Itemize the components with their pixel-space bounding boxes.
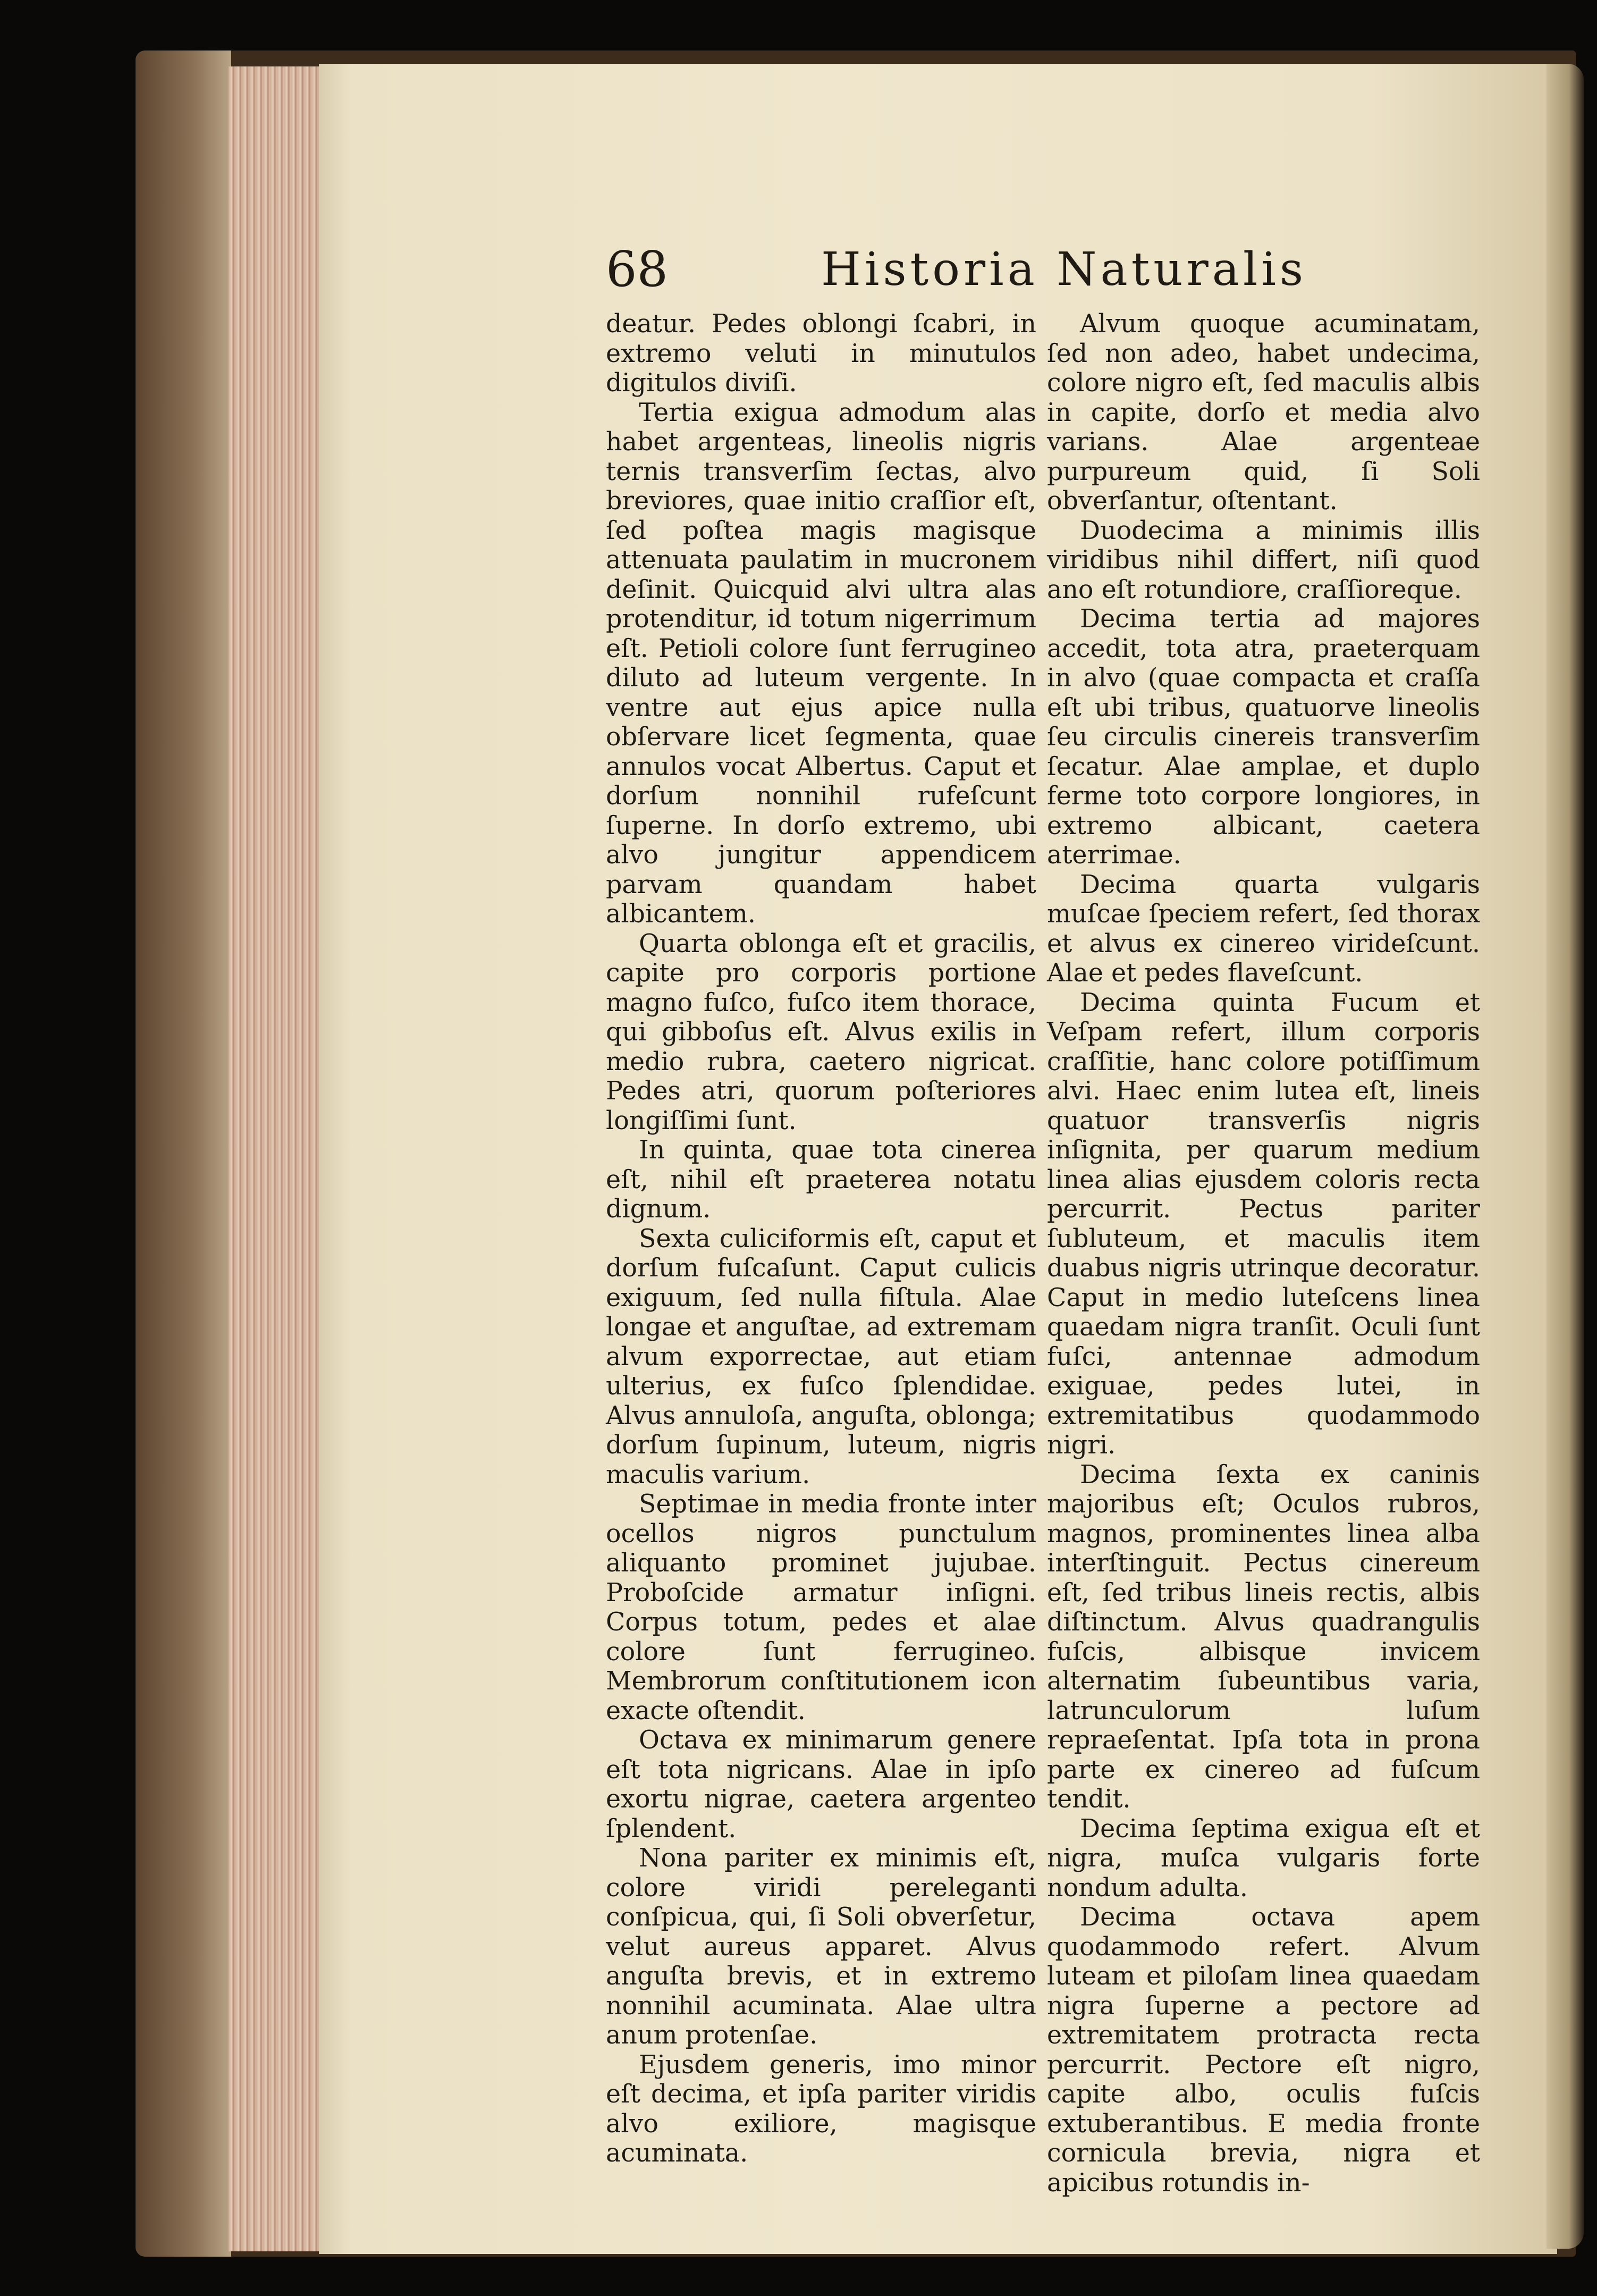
page-edges [229, 66, 327, 2251]
paragraph: Alvum quoque acuminatam, ſed non adeo, habet undecima, colore nigro eſt, ſed maculis albis in capite, dorſo et media alvo varians. Alae argenteae purpureum quid, ſi Soli obverſantur, oſtentant. [1047, 309, 1480, 516]
page-number: 68 [606, 241, 669, 298]
page-header [606, 240, 1581, 299]
running-title: Historia Naturalis [821, 243, 1307, 296]
paragraph: Sexta culiciformis eſt, caput et dorſum fuſcaſunt. Caput culicis exiguum, ſed nulla fiſtula. Alae longae et anguſtae, ad extremam alvum exporrectae, aut etiam ulterius, ex fuſco ſplendidae. Alvus annuloſa, anguſta, oblonga; dorſum ſupinum, luteum, nigris maculis varium. [606, 1224, 1036, 1490]
paragraph: Duodecima a minimis illis viridibus nihil differt, niſi quod ano eſt rotundiore, craſſioreque. [1047, 516, 1480, 604]
book-spine-left [136, 51, 231, 2257]
right-column [1047, 309, 1480, 2198]
paragraph: Tertia exigua admodum alas habet argenteas, lineolis nigris ternis transverſim ſectas, alvo breviores, quae initio craſſior eſt, ſed poſtea magis magisque attenuata paulatim in mucronem deſinit. Quicquid alvi ultra alas protenditur, id totum nigerrimum eſt. Petioli colore ſunt ferrugineo diluto ad luteum vergente. In ventre aut ejus apice nulla obſervare licet ſegmenta, quae annulos vocat Albertus. Caput et dorſum nonnihil rufeſcunt ſuperne. In dorſo extremo, ubi alvo jungitur appendicem parvam quandam habet albicantem. [606, 398, 1036, 929]
paragraph: In quinta, quae tota cinerea eſt, nihil eſt praeterea notatu dignum. [606, 1136, 1036, 1224]
paragraph: Nona pariter ex minimis eſt, colore viridi pereleganti conſpicua, qui, ſi Soli obverſetur, velut aureus apparet. Alvus anguſta brevis, et in extremo nonnihil acuminata. Alae ultra anum protenſae. [606, 1844, 1036, 2050]
page-curl-right [1547, 64, 1584, 2249]
paragraph: Decima tertia ad majores accedit, tota atra, praeterquam in alvo (quae compacta et craſſa eſt ubi tribus, quatuorve lineolis ſeu circulis cinereis transverſim ſecatur. Alae amplae, et duplo ferme toto corpore longiores, in extremo albicant, caetera aterrimae. [1047, 604, 1480, 870]
paragraph: Decima quinta Fucum et Veſpam refert, illum corporis craſſitie, hanc colore potiſſimum alvi. Haec enim lutea eſt, lineis quatuor transverſis nigris inſignita, per quarum medium linea alias ejusdem coloris recta percurrit. Pectus pariter ſubluteum, et maculis item duabus nigris utrinque decoratur. Caput in medio luteſcens linea quaedam nigra tranſit. Oculi ſunt fuſci, antennae admodum exiguae, pedes lutei, in extremitatibus quodammodo nigri. [1047, 988, 1480, 1460]
paragraph: Ejusdem generis, imo minor eſt decima, et ipſa pariter viridis alvo exiliore, magisque acuminata. [606, 2050, 1036, 2168]
paragraph: Decima quarta vulgaris muſcae ſpeciem refert, ſed thorax et alvus ex cinereo virideſcunt. Alae et pedes flaveſcunt. [1047, 870, 1480, 988]
paragraph: Quarta oblonga eſt et gracilis, capite pro corporis portione magno fuſco, fuſco item thorace, qui gibboſus eſt. Alvus exilis in medio rubra, caetero nigricat. Pedes atri, quorum poſteriores longiſſimi ſunt. [606, 929, 1036, 1136]
paragraph: deatur. Pedes oblongi ſcabri, in extremo veluti in minutulos digitulos diviſi. [606, 309, 1036, 398]
paragraph: Decima ſexta ex caninis majoribus eſt; Oculos rubros, magnos, prominentes linea alba interſtinguit. Pectus cinereum eſt, ſed tribus lineis rectis, albis diſtinctum. Alvus quadrangulis fuſcis, albisque invicem alternatim ſubeuntibus varia, latrunculorum luſum repraeſentat. Ipſa tota in prona parte ex cinereo ad fuſcum tendit. [1047, 1460, 1480, 1814]
paragraph: Septimae in media fronte inter ocellos nigros punctulum aliquanto prominet jujubae. Proboſcide armatur inſigni. Corpus totum, pedes et alae colore ſunt ferrugineo. Membrorum conſtitutionem icon exacte oſtendit. [606, 1490, 1036, 1726]
paragraph: Decima octava apem quodammodo refert. Alvum luteam et piloſam linea quaedam nigra ſuperne a pectore ad extremitatem protracta recta percurrit. Pectore eſt nigro, capite albo, oculis fuſcis extuberantibus. E media fronte cornicula brevia, nigra et apicibus rotundis in- [1047, 1903, 1480, 2198]
left-column [606, 309, 1036, 2168]
paragraph: Decima ſeptima exigua eſt et nigra, muſca vulgaris forte nondum adulta. [1047, 1814, 1480, 1903]
paragraph: Octava ex minimarum genere eſt tota nigricans. Alae in ipſo exortu nigrae, caetera argenteo ſplendent. [606, 1726, 1036, 1844]
